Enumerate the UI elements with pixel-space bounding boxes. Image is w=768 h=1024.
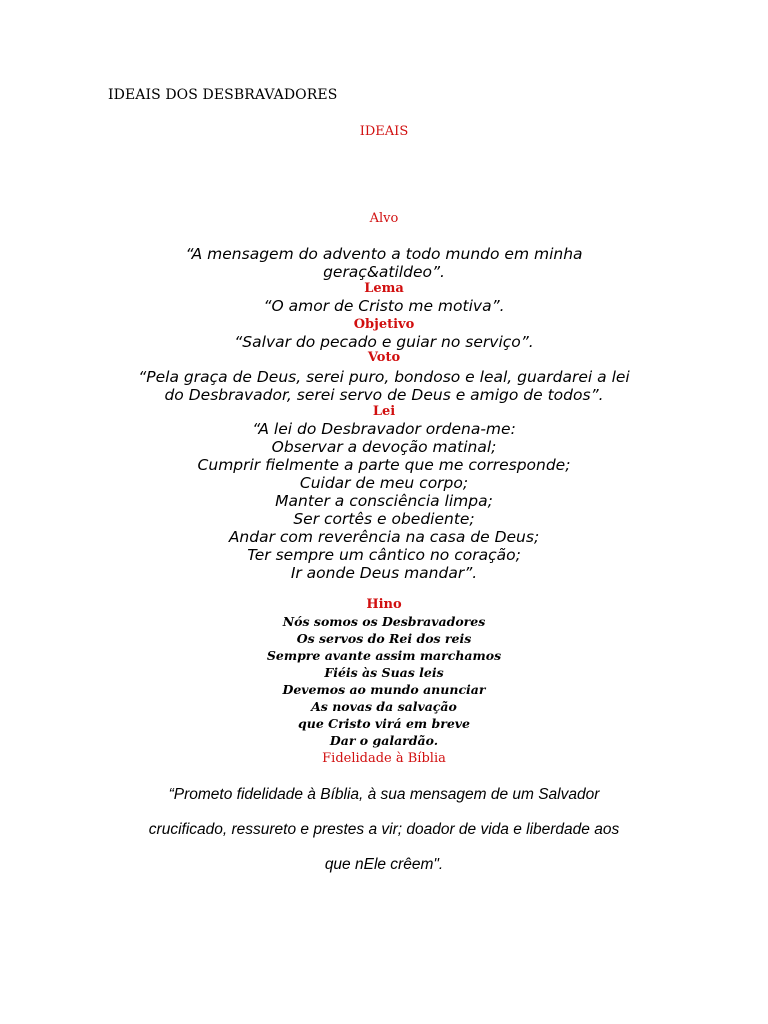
alvo-text <box>0 245 768 281</box>
alvo-line: “A mensagem do advento a todo mundo em minha <box>185 245 583 263</box>
section-heading-hino: Hino <box>366 597 402 612</box>
lema-text: “O amor de Cristo me motiva”. <box>263 297 505 315</box>
hino-line: Nós somos os Desbravadores <box>282 614 486 629</box>
lei-line: Ir aonde Deus mandar”. <box>290 564 478 582</box>
lei-line: Cumprir fielmente a parte que me corresponde; <box>197 456 571 474</box>
fidelidade-line: crucificado, ressureto e prestes a vir; doador de vida e liberdade aos <box>148 821 620 838</box>
hino-line: que Cristo virá em breve <box>298 716 470 731</box>
section-heading-alvo: Alvo <box>369 211 399 226</box>
lei-line: Ter sempre um cântico no coração; <box>247 546 521 564</box>
hino-line: Os servos do Rei dos reis <box>296 631 472 646</box>
lei-line: “A lei do Desbravador ordena-me: <box>252 420 516 438</box>
hino-line: Devemos ao mundo anunciar <box>282 682 486 697</box>
hino-line: Sempre avante assim marchamos <box>266 648 502 663</box>
hino-line: Fiéis às Suas leis <box>324 665 444 680</box>
hino-text <box>0 613 768 749</box>
section-heading-lei: Lei <box>372 404 396 419</box>
document-title: IDEAIS DOS DESBRAVADORES <box>108 87 338 103</box>
fidelidade-line: “Prometo fidelidade à Bíblia, à sua mensagem de um Salvador <box>168 786 600 803</box>
lei-line: Andar com reverência na casa de Deus; <box>228 528 540 546</box>
lei-line: Observar a devoção matinal; <box>271 438 497 456</box>
alvo-line: geraç&atildeo”. <box>323 263 445 281</box>
voto-line: “Pela graça de Deus, serei puro, bondoso e leal, guardarei a lei <box>138 368 630 386</box>
section-heading-ideais: IDEAIS <box>359 124 409 139</box>
section-heading-voto: Voto <box>367 350 401 365</box>
section-heading-lema: Lema <box>364 281 404 296</box>
section-heading-objetivo: Objetivo <box>353 317 415 332</box>
fidelidade-line: que nEle crêem". <box>324 856 444 873</box>
hino-line: As novas da salvação <box>311 699 457 714</box>
voto-text <box>0 368 768 404</box>
hino-line: Dar o galardão. <box>329 733 439 748</box>
lei-line: Manter a consciência limpa; <box>275 492 493 510</box>
lei-line: Cuidar de meu corpo; <box>299 474 469 492</box>
objetivo-text: “Salvar do pecado e guiar no serviço”. <box>234 333 534 351</box>
lei-text <box>0 420 768 582</box>
voto-line: do Desbravador, serei servo de Deus e amigo de todos”. <box>164 386 604 404</box>
lei-line: Ser cortês e obediente; <box>293 510 475 528</box>
section-heading-fidelidade: Fidelidade à Bíblia <box>322 751 446 766</box>
